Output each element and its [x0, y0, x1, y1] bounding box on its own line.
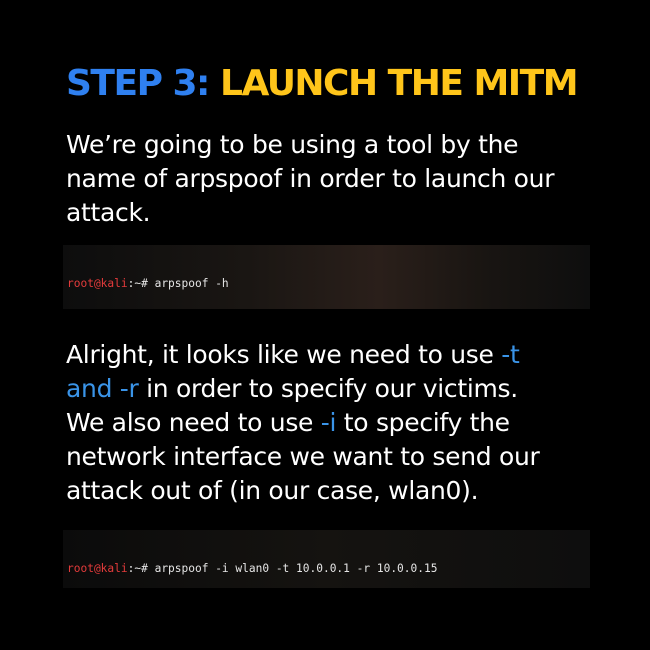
flag-r: and -r [66, 374, 139, 403]
intro-paragraph [66, 128, 606, 230]
page-title [66, 60, 577, 108]
explain-text: to specify the [336, 408, 510, 437]
explain-line [66, 338, 606, 372]
explain-line: attack out of (in our case, wlan0). [66, 476, 479, 505]
terminal-command: arpspoof -h [154, 277, 229, 290]
explain-text: in order to specify our victims. [138, 374, 518, 403]
intro-line: name of arpspoof in order to launch our [66, 164, 555, 193]
title-step: STEP 3: [66, 63, 209, 104]
terminal-screenshot-arpspoof [63, 530, 590, 588]
explain-text: Alright, it looks like we need to use [66, 340, 502, 369]
intro-line: We’re going to be using a tool by the [66, 130, 519, 159]
explain-text: We also need to use [66, 408, 321, 437]
prompt-user: root@kali [67, 277, 128, 290]
terminal-command: arpspoof -i wlan0 -t 10.0.0.1 -r 10.0.0.15 [154, 562, 438, 575]
intro-line: attack. [66, 198, 151, 227]
prompt-user: root@kali [67, 562, 128, 575]
explanation-paragraph [66, 338, 606, 508]
explain-line: network interface we want to send our [66, 442, 540, 471]
flag-i: -i [320, 408, 337, 437]
explain-line [66, 406, 606, 440]
prompt-rest: :~# [127, 562, 155, 575]
terminal-screenshot-help [63, 245, 590, 309]
prompt-rest: :~# [127, 277, 155, 290]
explain-line [66, 372, 606, 406]
title-rest: LAUNCH THE MITM [220, 63, 578, 104]
terminal-command-line [67, 562, 586, 576]
terminal-command-line [67, 277, 586, 291]
flag-t: -t [501, 340, 520, 369]
